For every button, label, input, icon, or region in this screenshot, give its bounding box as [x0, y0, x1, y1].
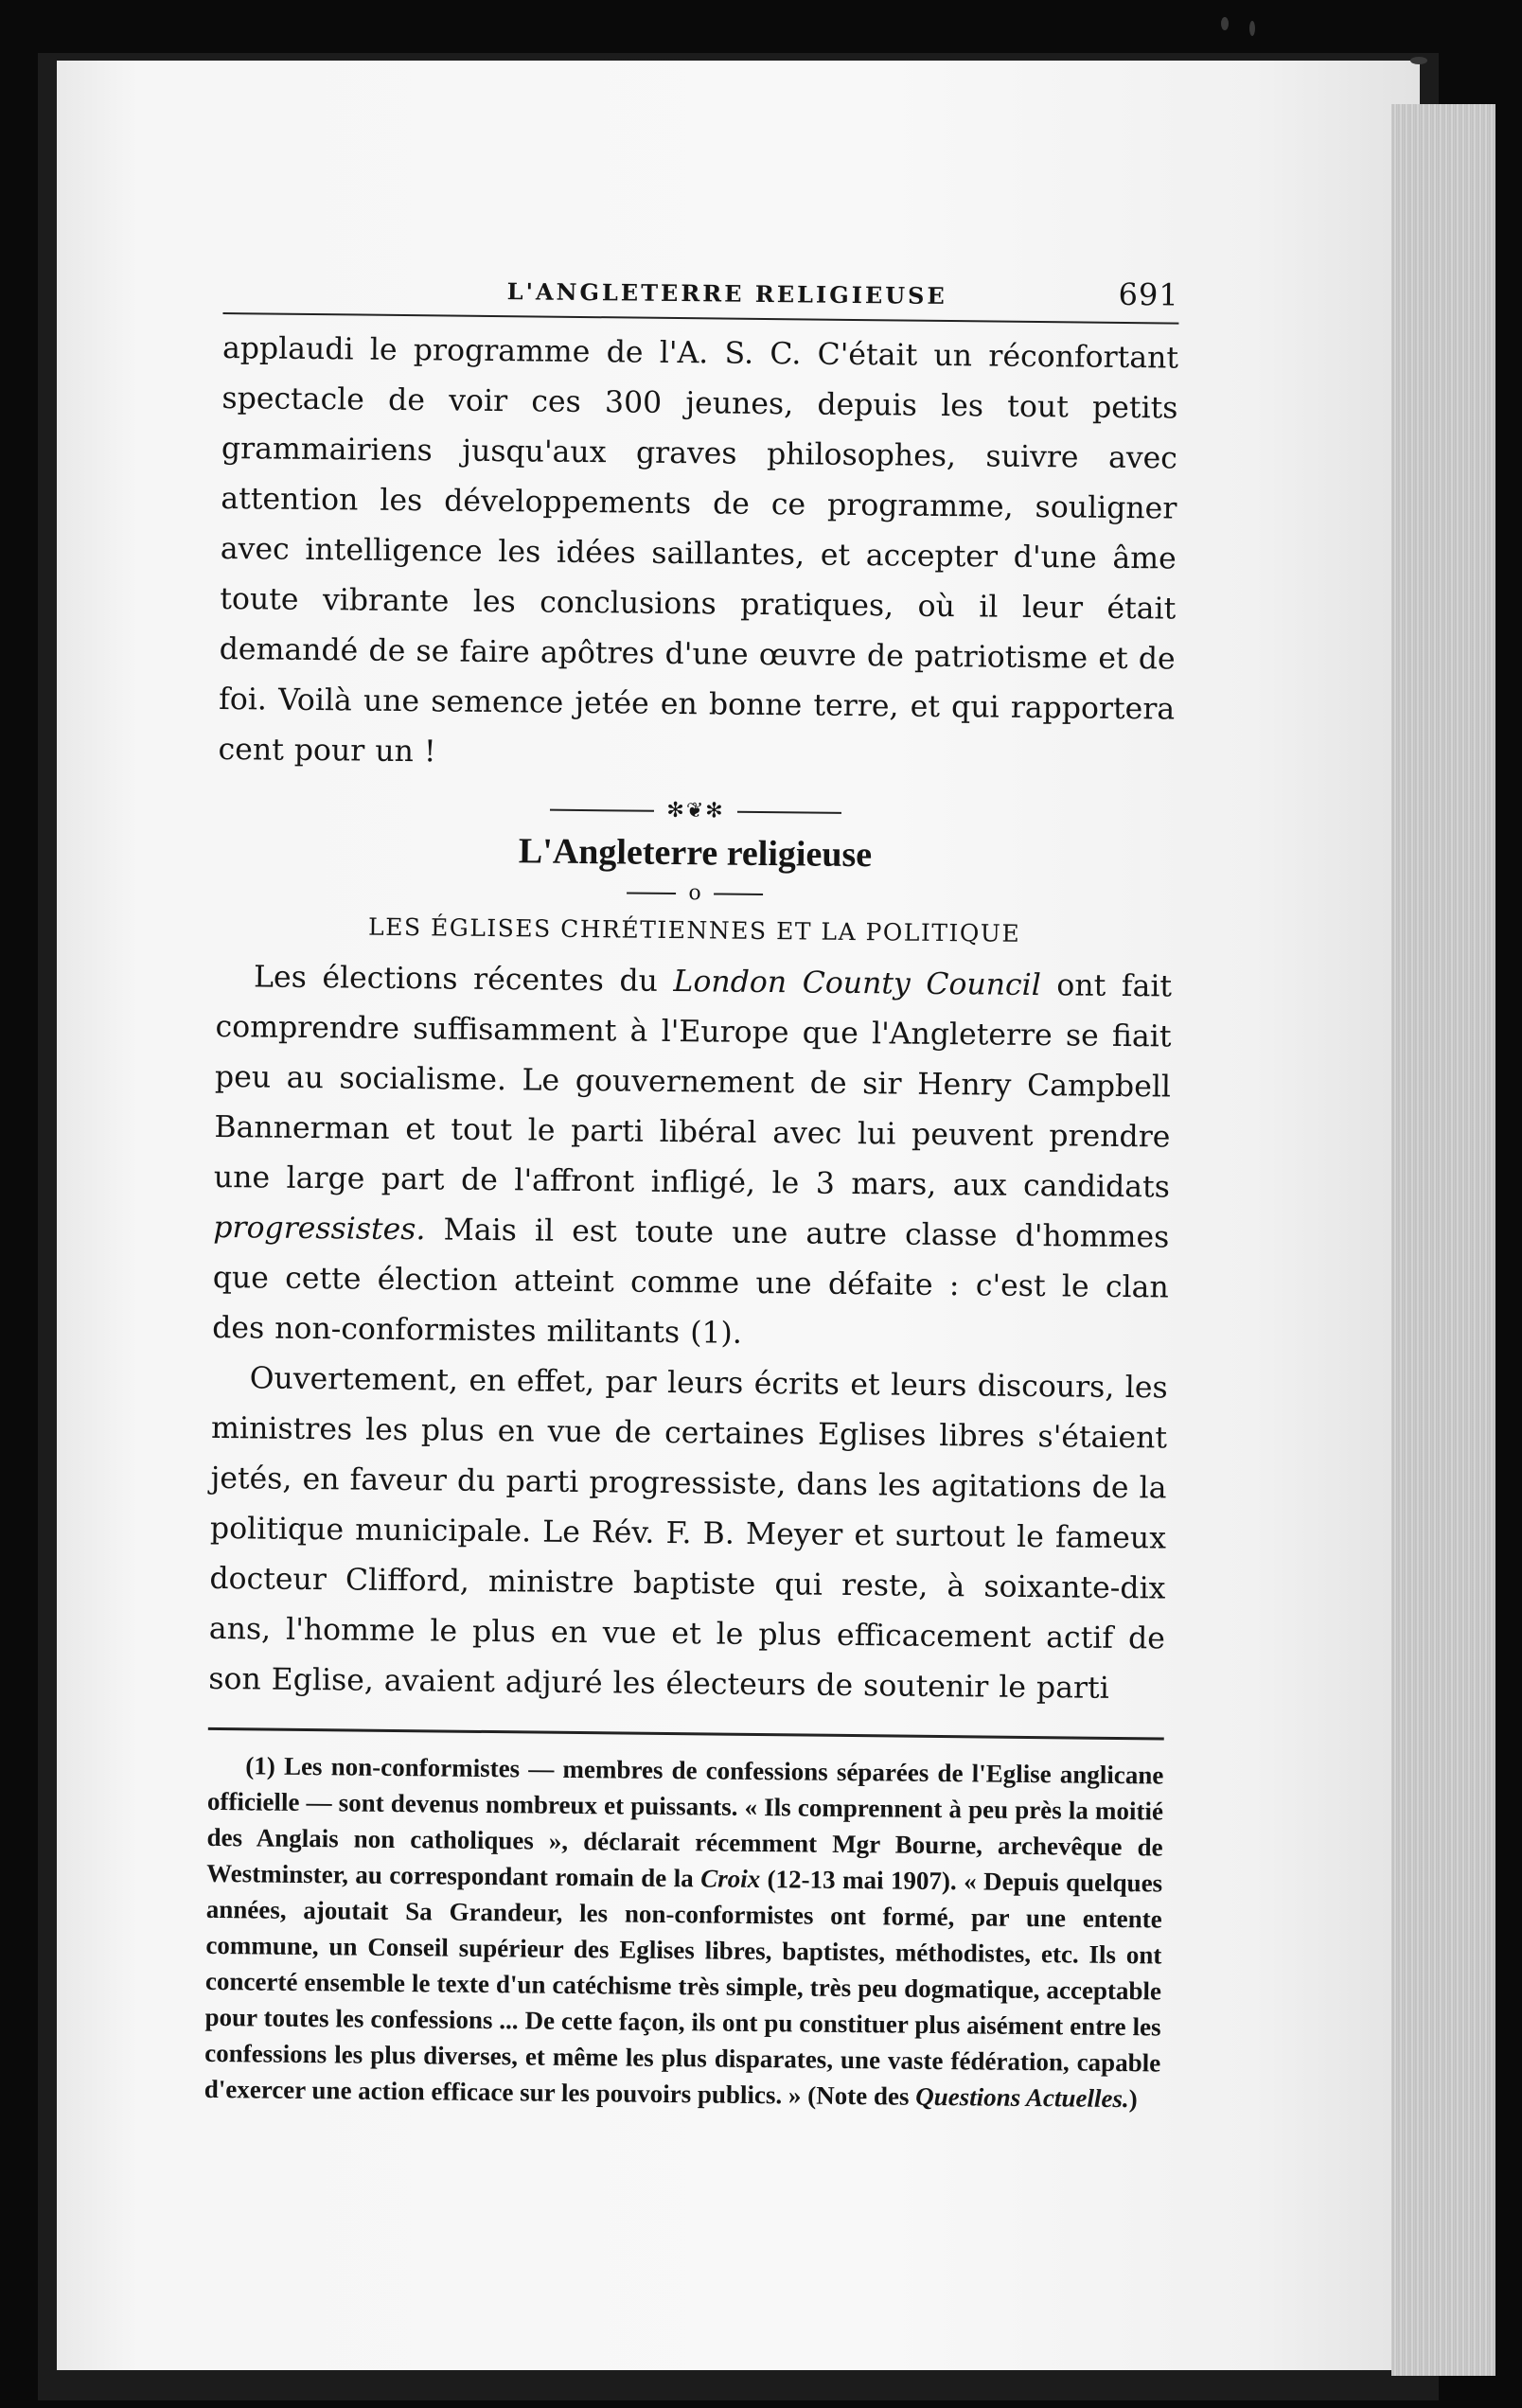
separator-glyph: o: [688, 881, 701, 906]
scan-speck: [1249, 21, 1255, 36]
paragraph-1-text: ont fait comprendre suffisamment à l'Europe que l'Angleterre se fiait peu au socialisme. Le gouvernement de sir Henry Campbell Bannerman et tout le parti libéral avec lui peuvent prendre une large part de l'affront infligé, le 3 mars, aux candidats: [213, 968, 1173, 1205]
running-head: [222, 265, 1178, 323]
page-text: [204, 265, 1179, 2116]
paragraph-1-text: Les élections récentes du: [253, 960, 674, 1000]
footnote-rule: [208, 1727, 1164, 1741]
footnote-text: ): [1128, 2084, 1138, 2114]
paragraph-1-italic: progressistes.: [213, 1210, 426, 1248]
ornament-divider: [218, 794, 1174, 828]
footnote-italic: Questions Actuelles.: [915, 2081, 1129, 2114]
scan-speck: [1410, 57, 1427, 64]
page-number: 691: [1118, 275, 1179, 313]
paragraph-1-text: Mais il est toute une autre classe d'hommes que cette élection atteint comme une défaite : c'est le clan des non-conformistes militants (1).: [212, 1213, 1170, 1351]
page-edges: [1391, 104, 1495, 2376]
subtitle: LES ÉGLISES CHRÉTIENNES ET LA POLITIQUE: [367, 912, 1021, 947]
separator-line-left: [627, 893, 676, 895]
paragraph-1-italic: London County Council: [673, 965, 1042, 1003]
footnote-italic: Croix: [700, 1864, 761, 1894]
running-title: L'ANGLETERRE RELIGIEUSE: [506, 277, 947, 310]
paragraph-2: Ouvertement, en effet, par leurs écrits et leurs discours, les ministres les plus en vue de certaines Eglises libres s'étaient jetés, en faveur du parti progressiste, dans les agitations de la politique municipale. Le Rév. F. B. Meyer et surtout le fameux docteur Clifford, ministre baptiste qui reste, à soixante-dix ans, l'homme le plus en vue et le plus efficacement actif de son Eglise, avaient adjuré les électeurs de soutenir le parti: [208, 1361, 1168, 1706]
ornament-line-right: [737, 811, 841, 814]
scan-speck: [1221, 17, 1229, 30]
paragraph-1: [212, 952, 1172, 1364]
footnote-text: (1) Les non-conformistes — membres de confessions séparées de l'Eglise anglicane officielle — sont devenus nombreux et puissants. « Ils comprennent à peu près la moitié des Anglais non catholiques », déclarait récemment Mgr Bourne, archevêque de Westminster, au correspondant romain de la: [206, 1751, 1164, 1893]
footnote-text: (12-13 mai 1907). « Depuis quelques années, ajoutait Sa Grandeur, les non-conformistes ont formé, par une entente commune, un Conseil supérieur des Eglises libres, baptistes, méthodistes, etc. Ils ont concerté ensemble le texte d'un catéchisme très simple, très peu dogmatique, acceptable pour toutes les confessions ... De cette façon, ils ont pu constituer plus aisément entre les confessions les plus diverses, et même les plus disparates, une vaste fédération, capable d'exercer une action efficace sur les pouvoirs publics. » (Note des: [204, 1865, 1163, 2111]
footnote: [204, 1747, 1164, 2117]
separator-line-right: [714, 893, 763, 895]
ornament-glyph: ✻❦✻: [666, 798, 725, 823]
section-title: L'Angleterre religieuse: [518, 831, 873, 876]
section-separator: [217, 876, 1173, 911]
continuation-paragraph: applaudi le programme de l'A. S. C. C'était un réconfortant spectacle de voir ces 300 jeunes, depuis les tout petits grammairiens jusqu'aux graves philosophes, suivre avec attention les développements de ce programme, souligner avec intelligence les idées saillantes, et accepter d'une âme toute vibrante les conclusions pratiques, où il leur était demandé de se faire apôtres d'une œuvre de patriotisme et de foi. Voilà une semence jetée en bonne terre, et qui rapportera cent pour un !: [218, 330, 1179, 770]
ornament-line-left: [550, 809, 654, 812]
